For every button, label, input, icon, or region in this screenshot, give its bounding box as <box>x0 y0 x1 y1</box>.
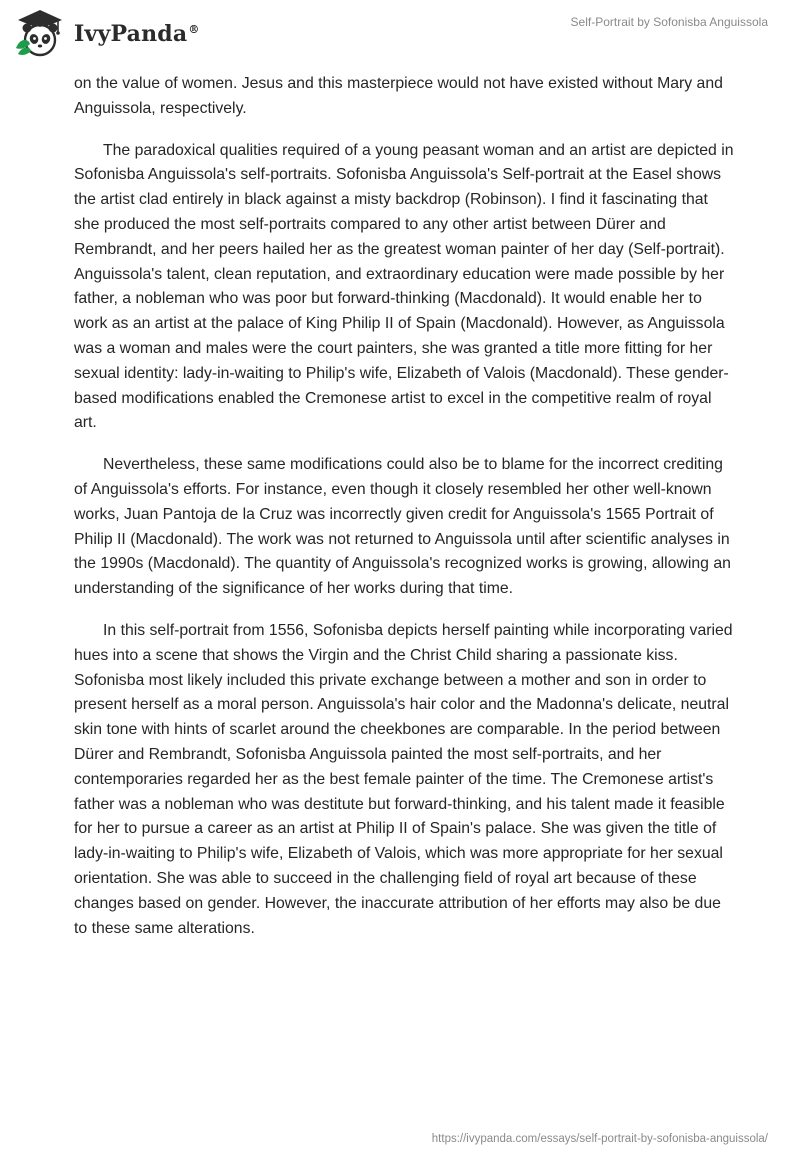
paragraph-continued: on the value of women. Jesus and this masterpiece would not have existed without Mary and Anguissola, respectively. <box>74 75 723 117</box>
brand-logo[interactable] <box>14 8 200 60</box>
paragraph: The paradoxical qualities required of a young peasant woman and an artist are depicted in Sofonisba Anguissola's self-portraits. Sofonisba Anguissola's Self-portrait at the Easel shows the artist clad entirely in black against a misty backdrop (Robinson). I find it fascinating that she produced the most self-portraits compared to any other artist between Dürer and Rembrandt, and her peers hailed her as the greatest woman painter of her day (Self-portrait). Anguissola's talent, clean reputation, and extraordinary education were made possible by her father, a nobleman who was poor but forward-thinking (Macdonald). It would enable her to work as an artist at the palace of King Philip II of Spain (Macdonald). However, as Anguissola was a woman and males were the court painters, she was granted a title more fitting for her sexual identity: lady-in-waiting to Philip's wife, Elizabeth of Valois (Macdonald). These gender-based modifications enabled the Cremonese artist to excel in the competitive realm of royal art. <box>74 141 734 432</box>
brand-name: IvyPanda® <box>74 21 200 47</box>
page-header <box>0 0 800 70</box>
source-url[interactable]: https://ivypanda.com/essays/self-portrait-by-sofonisba-anguissola/ <box>431 1133 768 1145</box>
paragraph: In this self-portrait from 1556, Sofonisba depicts herself painting while incorporating varied hues into a scene that shows the Virgin and the Christ Child sharing a passionate kiss. Sofonisba most likely included this private exchange between a mother and son in order to present herself as a moral person. Anguissola's hair color and the Madonna's delicate, neutral skin tone with hints of scarlet around the cheekbones are comparable. In the period between Dürer and Rembrandt, Sofonisba Anguissola painted the most self-portraits, and her contemporaries regarded her as the best female painter of the time. The Cremonese artist's father was a nobleman who was destitute but forward-thinking, and his talent made it feasible for her to pursue a career as an artist at Philip II of Spain's palace. She was given the title of lady-in-waiting to Philip's wife, Elizabeth of Valois, which was more appropriate for her sexual orientation. She was able to succeed in the challenging field of royal art because of these changes based on gender. However, the inaccurate attribution of her efforts may also be due to these same alterations. <box>74 621 733 937</box>
registered-mark: ® <box>188 22 200 36</box>
panda-graduate-icon <box>14 8 70 60</box>
essay-body <box>74 72 734 958</box>
paragraph: Nevertheless, these same modifications could also be to blame for the incorrect crediting of Anguissola's efforts. For instance, even though it closely resembled her other well-known works, Juan Pantoja de la Cruz was incorrectly given credit for Anguissola's 1565 Portrait of Philip II (Macdonald). The work was not returned to Anguissola until after scientific analyses in the 1990s (Macdonald). The quantity of Anguissola's recognized works is growing, allowing an understanding of the significance of her works during that time. <box>74 456 731 598</box>
document-title: Self-Portrait by Sofonisba Anguissola <box>570 15 768 29</box>
